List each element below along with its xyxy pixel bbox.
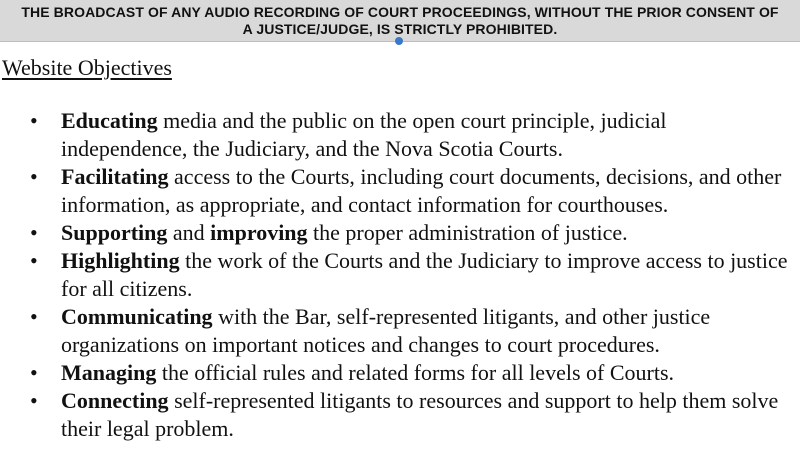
objective-text: the work of the Courts and the Judiciary to improve access to justice for all citizens.: [61, 248, 788, 301]
list-item: [0, 163, 800, 219]
objective-connector: and: [167, 220, 211, 245]
list-item: [0, 247, 800, 303]
objective-lead: Communicating: [61, 304, 213, 329]
objective-lead: Highlighting: [61, 248, 180, 273]
section-heading: Website Objectives: [2, 55, 172, 80]
notice-text: THE BROADCAST OF ANY AUDIO RECORDING OF COURT PROCEEDINGS, WITHOUT THE PRIOR CONSENT OF A JUSTICE/JUDGE, IS STRICTLY PROHIBITED.: [21, 3, 779, 37]
objective-lead: Supporting: [61, 220, 168, 245]
audio-recording-notice-banner: [0, 0, 800, 42]
objective-text: with the Bar, self-represented litigants, and other justice organizations on important notices and changes to court procedures.: [61, 304, 711, 357]
list-item: [0, 303, 800, 359]
objective-text: access to the Courts, including court documents, decisions, and other information, as appropriate, and contact information for courthouses.: [61, 164, 782, 217]
objectives-list: [0, 107, 800, 443]
objective-lead: Managing: [61, 360, 157, 385]
scroll-indicator-dot[interactable]: [395, 37, 403, 45]
list-item: [0, 387, 800, 443]
objective-text: the proper administration of justice.: [307, 220, 628, 245]
objective-text: self-represented litigants to resources and support to help them solve their legal problem.: [61, 388, 779, 441]
list-item: [0, 107, 800, 163]
objective-lead: Educating: [61, 108, 158, 133]
objective-text: media and the public on the open court principle, judicial independence, the Judiciary, and the Nova Scotia Courts.: [61, 108, 667, 161]
list-item: [0, 359, 800, 387]
list-item: [0, 219, 800, 247]
objective-lead: Connecting: [61, 388, 169, 413]
objective-text: the official rules and related forms for all levels of Courts.: [156, 360, 675, 385]
objective-lead-secondary: improving: [210, 220, 308, 245]
objective-lead: Facilitating: [61, 164, 169, 189]
